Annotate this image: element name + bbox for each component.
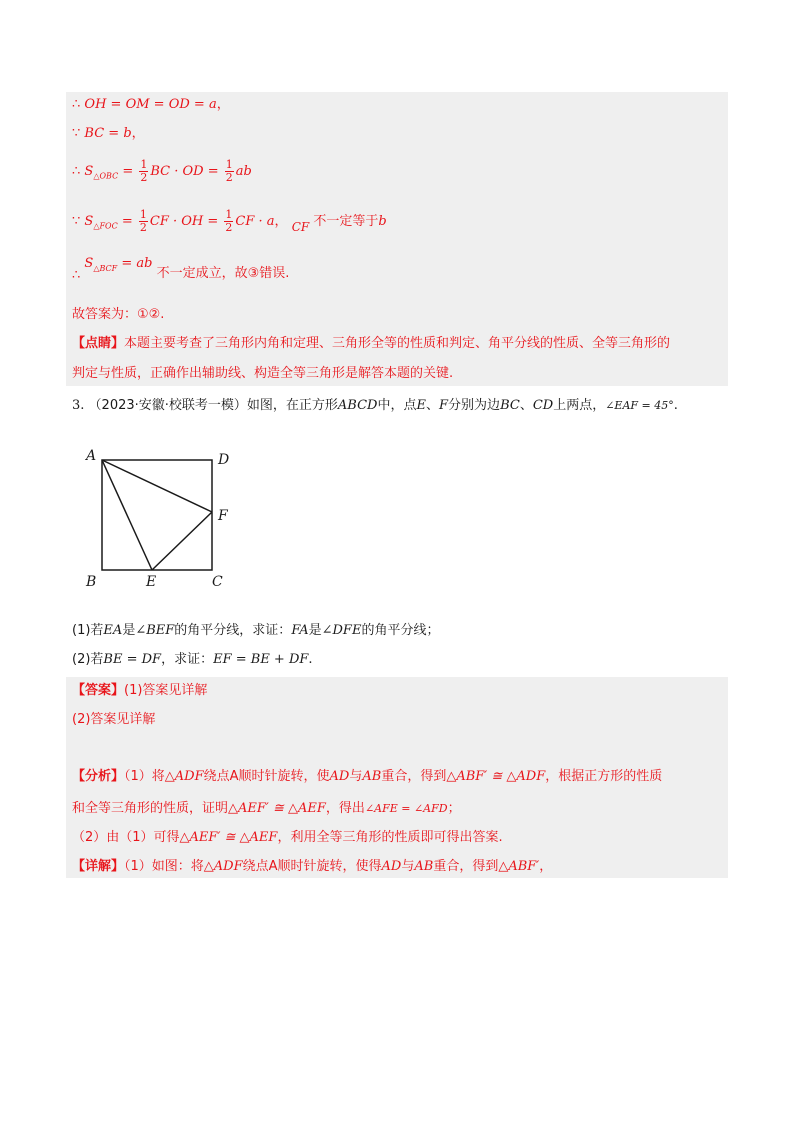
punct: . [308,652,313,667]
stem-text: 上两点， [553,398,606,413]
analysis-text: 和全等三角形的性质，证明 [72,801,229,816]
vertex-label-c: C [212,574,223,590]
math-expression: △ABF′ [498,859,540,874]
detail-text: 绕点A顺时针旋转，使得 [242,859,382,874]
fraction [224,209,233,234]
math-expression: ABCD [337,398,378,413]
detail-text: 与 [401,859,415,874]
math-expression: △ABF′ ≅ △ADF [446,769,546,784]
fraction [139,159,148,184]
answer-line-2: (2)答案见详解 [72,712,156,727]
question-text: (1)若 [72,623,104,638]
vertex-label-d: D [218,452,230,468]
answer-line-1 [72,682,207,700]
math-expression: FA [291,623,309,638]
math-expression: AD [329,769,350,784]
punct: ， [274,214,288,229]
vertex-label-e: E [146,574,157,590]
math-expression: OH = OM = OD = a [84,97,217,112]
equals: = [117,214,137,229]
math-expression: EF = BE + DF [213,652,309,667]
math-expression: F [439,398,449,413]
detail-text: （1）如图：将 [124,859,204,874]
punct: ， [131,126,145,141]
analysis-text: ，得出 [325,801,365,816]
stem-text: 、 [519,398,533,413]
question-1 [72,622,439,640]
square-abcd [102,460,212,570]
analysis-tag: 【分析】 [72,769,125,784]
detail-text: 重合，得到 [433,859,499,874]
math-expression: CF · a [235,214,275,229]
math-expression: △AEF′ ≅ △AEF [228,801,326,816]
math-expression: △ADF [164,769,204,784]
math-expression: ∠AFE = ∠AFD [364,802,448,815]
fraction-denominator: 2 [225,171,233,184]
question-text: 是 [122,623,136,638]
stem-text: 如图，在正方形 [246,398,338,413]
comment-line-1 [72,335,670,353]
analysis-text: ，根据正方形的性质 [545,769,663,784]
analysis-text: （1）将 [124,769,165,784]
fraction-numerator: 1 [225,158,233,171]
detail-line-1 [72,858,552,876]
math-expression: ab [235,164,252,179]
segment-ae [102,460,152,570]
math-expression: ∠DFE [321,623,362,638]
punct: . [673,398,678,413]
area-symbol: S [84,256,94,271]
therefore-symbol: ∴ [72,164,81,179]
vertex-label-f: F [218,508,228,524]
solution-line-4 [72,206,387,242]
area-subscript: △BCF [93,263,118,273]
because-symbol: ∵ [72,214,81,229]
segment-ef [152,512,212,570]
solution-line-1 [72,96,230,114]
therefore-symbol: ∴ [72,268,81,283]
area-symbol: S [84,164,94,179]
solution-text: 不一定成立，故③错误. [156,266,290,281]
fraction-denominator: 2 [225,221,233,234]
vertex-label-a: A [86,448,97,464]
math-expression: AB [414,859,434,874]
answer-tag: 【答案】 [72,683,125,698]
math-expression: BC [500,398,520,413]
analysis-line-3 [72,829,503,847]
problem-stem [72,397,678,415]
analysis-text: （2）由（1）可得 [72,830,180,845]
analysis-line-1 [72,768,662,786]
question-text: 的角平分线，求证： [174,623,292,638]
analysis-text: 绕点A顺时针旋转，使 [203,769,330,784]
math-expression: BC = b [84,126,132,141]
math-expression: CD [532,398,554,413]
question-text: 的角平分线； [361,623,440,638]
comment-tag: 【点睛】 [72,336,125,351]
math-expression: b [378,214,387,229]
comment-text: 本题主要考查了三角形内角和定理、三角形全等的性质和判定、角平分线的性质、全等三角形的 [124,336,671,351]
fraction-numerator: 1 [140,158,148,171]
geometry-figure [80,442,250,592]
math-expression: △AEF′ ≅ △AEF [179,830,278,845]
math-expression: = ab [117,256,153,271]
math-expression: BC · OD = [150,164,223,179]
solution-line-5 [72,258,289,287]
question-2 [72,651,313,669]
vertex-label-b: B [86,574,97,590]
math-expression: CF [291,220,310,234]
comment-line-2: 判定与性质，正确作出辅助线、构造全等三角形是解答本题的关键. [72,366,454,381]
question-text: 是 [308,623,322,638]
fraction-numerator: 1 [225,208,233,221]
math-expression: E [416,398,426,413]
punct: ， [216,97,230,112]
therefore-symbol: ∴ [72,97,81,112]
detail-tag: 【详解】 [72,859,125,874]
math-expression: △ADF [203,859,243,874]
detail-text: ， [539,859,553,874]
equals: = [118,164,138,179]
math-expression: AB [362,769,382,784]
stem-text: 分别为边 [448,398,501,413]
area-subscript: △OBC [93,171,119,181]
question-text: (2)若 [72,652,104,667]
answer-line: 故答案为：①②. [72,307,165,322]
fraction-numerator: 1 [139,208,147,221]
math-expression: CF · OH = [149,214,223,229]
math-expression: ∠BEF [135,623,175,638]
analysis-text: ； [447,801,461,816]
solution-text: 不一定等于 [313,214,379,229]
math-expression: BE = DF [103,652,162,667]
area-symbol: S [84,214,94,229]
answer-text: (1)答案见详解 [124,683,208,698]
stem-text: 、 [426,398,440,413]
math-expression: ∠EAF = 45° [605,399,674,412]
analysis-text: ，利用全等三角形的性质即可得出答案. [277,830,503,845]
problem-number: 3. [72,398,85,413]
stem-text: 中，点 [377,398,417,413]
area-subscript: △FOC [93,221,118,231]
solution-line-2 [72,125,145,143]
analysis-text: 重合，得到 [381,769,447,784]
math-expression: AD [381,859,402,874]
analysis-line-2 [72,800,461,818]
math-expression: EA [103,623,123,638]
solution-line-3 [72,157,252,192]
problem-source: （2023·安徽·校联考一模） [88,398,247,413]
fraction [225,159,234,184]
segment-af [102,460,212,512]
fraction-denominator: 2 [139,221,147,234]
analysis-text: 与 [349,769,363,784]
fraction-denominator: 2 [140,171,148,184]
question-text: ，求证： [161,652,214,667]
because-symbol: ∵ [72,126,81,141]
fraction [139,209,148,234]
